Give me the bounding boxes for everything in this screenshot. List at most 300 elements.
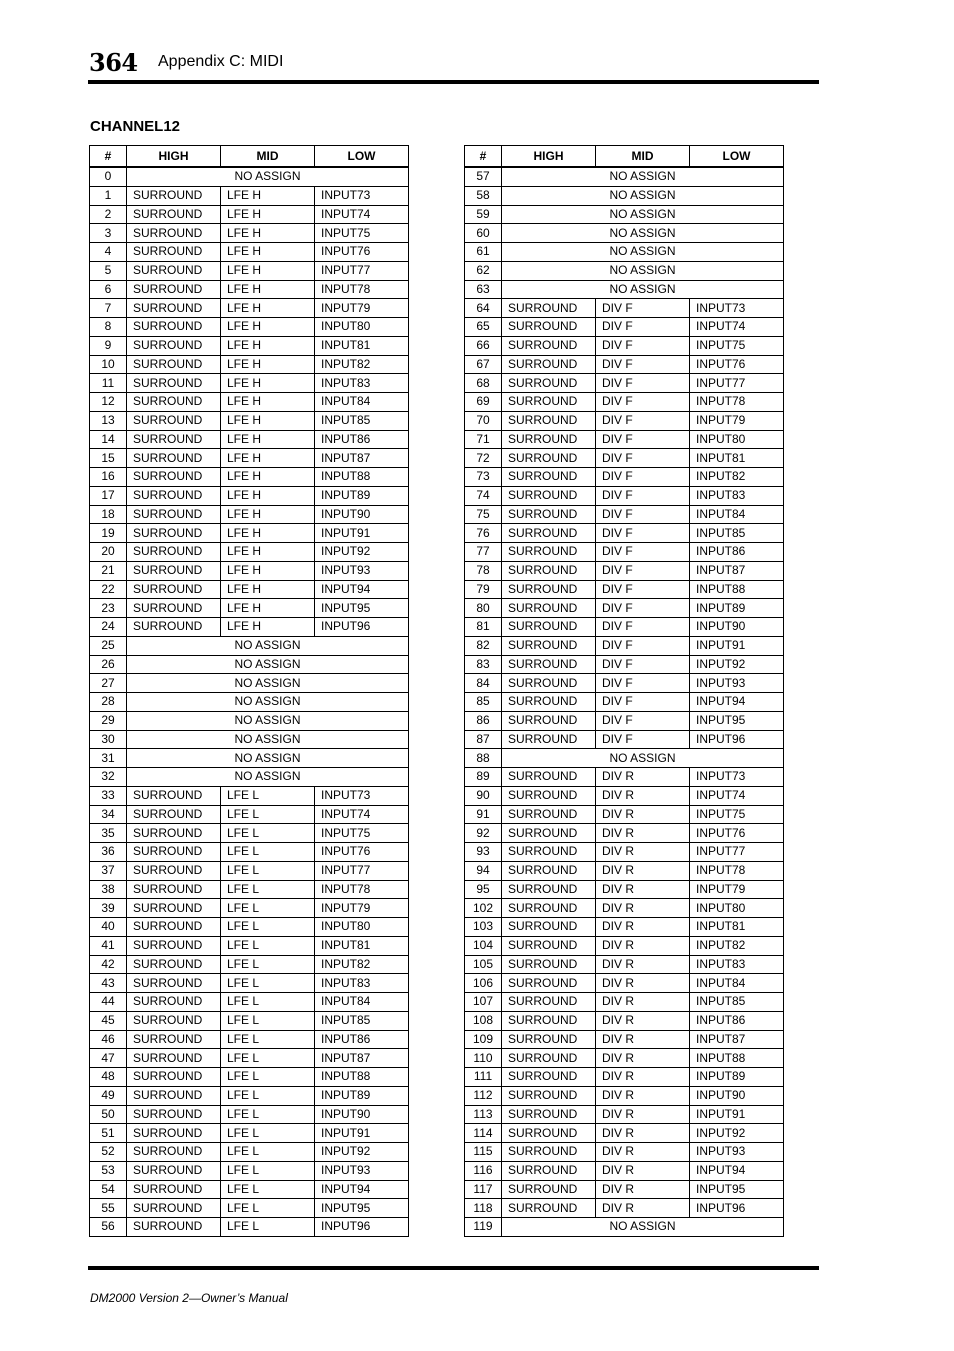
cell-mid: DIV F — [596, 449, 690, 468]
cell-high: SURROUND — [127, 1180, 221, 1199]
cell-low: INPUT92 — [690, 655, 784, 674]
cell-low: INPUT88 — [690, 1049, 784, 1068]
cell-high: SURROUND — [127, 505, 221, 524]
table-row — [465, 824, 784, 843]
cell-mid: DIV F — [596, 393, 690, 412]
table-row — [465, 205, 784, 224]
cell-number: 86 — [465, 711, 502, 730]
table-row — [465, 711, 784, 730]
cell-high: SURROUND — [127, 224, 221, 243]
cell-number: 32 — [90, 768, 127, 787]
cell-low: INPUT92 — [690, 1124, 784, 1143]
cell-high: SURROUND — [502, 768, 596, 787]
cell-low: INPUT84 — [315, 393, 409, 412]
cell-number: 40 — [90, 918, 127, 937]
cell-low: INPUT91 — [315, 524, 409, 543]
table-row — [90, 1049, 409, 1068]
cell-high: SURROUND — [127, 355, 221, 374]
table-row — [90, 843, 409, 862]
column-header-mid: MID — [596, 146, 690, 168]
cell-number: 89 — [465, 768, 502, 787]
cell-low: INPUT89 — [315, 1086, 409, 1105]
cell-no-assign: NO ASSIGN — [127, 693, 409, 712]
cell-high: SURROUND — [502, 505, 596, 524]
cell-high: SURROUND — [127, 411, 221, 430]
cell-mid: LFE L — [221, 974, 315, 993]
cell-high: SURROUND — [127, 1086, 221, 1105]
cell-high: SURROUND — [502, 1030, 596, 1049]
table-row — [90, 261, 409, 280]
cell-high: SURROUND — [502, 1011, 596, 1030]
table-row — [465, 280, 784, 299]
table-row — [465, 261, 784, 280]
cell-high: SURROUND — [502, 1049, 596, 1068]
table-row — [465, 486, 784, 505]
cell-mid: DIV F — [596, 618, 690, 637]
cell-mid: DIV F — [596, 299, 690, 318]
table-row — [90, 430, 409, 449]
table-row — [465, 167, 784, 186]
cell-mid: LFE L — [221, 1218, 315, 1237]
cell-number: 91 — [465, 805, 502, 824]
table-row — [90, 1068, 409, 1087]
table-row — [90, 1105, 409, 1124]
cell-high: SURROUND — [127, 449, 221, 468]
cell-high: SURROUND — [127, 1124, 221, 1143]
table-header-row — [465, 146, 784, 168]
table-row — [465, 1143, 784, 1162]
cell-low: INPUT90 — [315, 505, 409, 524]
cell-number: 104 — [465, 936, 502, 955]
cell-no-assign: NO ASSIGN — [502, 1218, 784, 1237]
cell-high: SURROUND — [127, 1105, 221, 1124]
cell-low: INPUT93 — [315, 561, 409, 580]
cell-high: SURROUND — [502, 880, 596, 899]
table-row — [90, 711, 409, 730]
cell-mid: LFE H — [221, 486, 315, 505]
cell-high: SURROUND — [127, 1218, 221, 1237]
cell-low: INPUT80 — [315, 918, 409, 937]
cell-mid: DIV R — [596, 1011, 690, 1030]
cell-number: 18 — [90, 505, 127, 524]
cell-number: 110 — [465, 1049, 502, 1068]
cell-low: INPUT79 — [690, 411, 784, 430]
cell-no-assign: NO ASSIGN — [502, 205, 784, 224]
cell-high: SURROUND — [127, 618, 221, 637]
table-row — [90, 505, 409, 524]
cell-number: 74 — [465, 486, 502, 505]
cell-low: INPUT75 — [690, 336, 784, 355]
cell-mid: DIV R — [596, 899, 690, 918]
cell-number: 50 — [90, 1105, 127, 1124]
cell-mid: LFE H — [221, 599, 315, 618]
cell-high: SURROUND — [502, 1086, 596, 1105]
cell-mid: LFE L — [221, 861, 315, 880]
cell-mid: DIV F — [596, 636, 690, 655]
cell-low: INPUT96 — [315, 1218, 409, 1237]
cell-high: SURROUND — [127, 299, 221, 318]
cell-number: 37 — [90, 861, 127, 880]
cell-high: SURROUND — [502, 468, 596, 487]
cell-mid: LFE H — [221, 261, 315, 280]
column-header-low: LOW — [690, 146, 784, 168]
table-row — [465, 805, 784, 824]
table-row — [90, 561, 409, 580]
cell-mid: DIV R — [596, 824, 690, 843]
cell-mid: DIV F — [596, 655, 690, 674]
column-header-high: HIGH — [502, 146, 596, 168]
cell-mid: DIV R — [596, 1161, 690, 1180]
cell-low: INPUT95 — [690, 711, 784, 730]
cell-high: SURROUND — [127, 993, 221, 1012]
cell-high: SURROUND — [127, 880, 221, 899]
cell-number: 79 — [465, 580, 502, 599]
cell-number: 56 — [90, 1218, 127, 1237]
cell-number: 27 — [90, 674, 127, 693]
cell-low: INPUT82 — [315, 355, 409, 374]
cell-no-assign: NO ASSIGN — [127, 167, 409, 186]
table-row — [90, 1011, 409, 1030]
table-row — [90, 167, 409, 186]
cell-number: 63 — [465, 280, 502, 299]
cell-no-assign: NO ASSIGN — [502, 224, 784, 243]
table-row — [465, 936, 784, 955]
cell-mid: DIV F — [596, 693, 690, 712]
cell-mid: DIV R — [596, 1086, 690, 1105]
cell-high: SURROUND — [502, 486, 596, 505]
table-row — [90, 636, 409, 655]
cell-number: 119 — [465, 1218, 502, 1237]
cell-mid: DIV F — [596, 411, 690, 430]
cell-mid: DIV R — [596, 936, 690, 955]
cell-mid: LFE L — [221, 1124, 315, 1143]
table-row — [465, 1161, 784, 1180]
cell-low: INPUT87 — [690, 1030, 784, 1049]
cell-mid: LFE H — [221, 468, 315, 487]
cell-low: INPUT74 — [315, 205, 409, 224]
cell-number: 88 — [465, 749, 502, 768]
cell-low: INPUT85 — [690, 993, 784, 1012]
cell-high: SURROUND — [502, 711, 596, 730]
table-row — [90, 824, 409, 843]
cell-mid: DIV F — [596, 355, 690, 374]
cell-mid: DIV F — [596, 336, 690, 355]
cell-high: SURROUND — [502, 336, 596, 355]
cell-high: SURROUND — [502, 1143, 596, 1162]
cell-mid: DIV R — [596, 786, 690, 805]
cell-low: INPUT91 — [690, 636, 784, 655]
cell-no-assign: NO ASSIGN — [502, 186, 784, 205]
cell-mid: DIV R — [596, 843, 690, 862]
cell-number: 31 — [90, 749, 127, 768]
cell-mid: LFE H — [221, 243, 315, 262]
cell-mid: LFE H — [221, 580, 315, 599]
table-row — [465, 1180, 784, 1199]
cell-number: 15 — [90, 449, 127, 468]
table-row — [90, 1124, 409, 1143]
cell-low: INPUT77 — [315, 261, 409, 280]
cell-mid: LFE H — [221, 318, 315, 337]
cell-low: INPUT94 — [690, 1161, 784, 1180]
cell-number: 114 — [465, 1124, 502, 1143]
table-row — [90, 543, 409, 562]
cell-number: 54 — [90, 1180, 127, 1199]
table-row — [465, 1068, 784, 1087]
cell-mid: LFE H — [221, 543, 315, 562]
cell-high: SURROUND — [127, 486, 221, 505]
cell-number: 5 — [90, 261, 127, 280]
cell-mid: DIV R — [596, 974, 690, 993]
cell-high: SURROUND — [127, 261, 221, 280]
table-row — [90, 880, 409, 899]
cell-low: INPUT93 — [690, 1143, 784, 1162]
cell-high: SURROUND — [502, 430, 596, 449]
table-row — [90, 1218, 409, 1237]
cell-high: SURROUND — [127, 1068, 221, 1087]
table-row — [465, 599, 784, 618]
cell-low: INPUT90 — [690, 618, 784, 637]
cell-number: 34 — [90, 805, 127, 824]
table-row — [465, 299, 784, 318]
table-row — [90, 786, 409, 805]
cell-low: INPUT81 — [690, 449, 784, 468]
cell-low: INPUT76 — [315, 243, 409, 262]
cell-low: INPUT73 — [690, 299, 784, 318]
header-rule — [88, 80, 819, 84]
cell-mid: DIV F — [596, 543, 690, 562]
cell-low: INPUT80 — [315, 318, 409, 337]
cell-number: 59 — [465, 205, 502, 224]
cell-high: SURROUND — [502, 524, 596, 543]
cell-number: 48 — [90, 1068, 127, 1087]
cell-number: 29 — [90, 711, 127, 730]
cell-number: 11 — [90, 374, 127, 393]
cell-number: 118 — [465, 1199, 502, 1218]
cell-low: INPUT79 — [690, 880, 784, 899]
cell-low: INPUT93 — [315, 1161, 409, 1180]
cell-mid: DIV R — [596, 918, 690, 937]
cell-high: SURROUND — [502, 974, 596, 993]
cell-high: SURROUND — [127, 861, 221, 880]
cell-number: 43 — [90, 974, 127, 993]
table-row — [465, 880, 784, 899]
cell-mid: LFE H — [221, 505, 315, 524]
cell-number: 78 — [465, 561, 502, 580]
cell-mid: LFE L — [221, 843, 315, 862]
cell-low: INPUT93 — [690, 674, 784, 693]
cell-mid: LFE L — [221, 918, 315, 937]
table-row — [465, 355, 784, 374]
table-row — [90, 580, 409, 599]
cell-low: INPUT78 — [315, 880, 409, 899]
cell-mid: DIV R — [596, 1124, 690, 1143]
cell-number: 76 — [465, 524, 502, 543]
cell-no-assign: NO ASSIGN — [502, 261, 784, 280]
cell-high: SURROUND — [502, 636, 596, 655]
cell-mid: LFE H — [221, 430, 315, 449]
cell-number: 52 — [90, 1143, 127, 1162]
cell-low: INPUT78 — [690, 861, 784, 880]
cell-number: 58 — [465, 186, 502, 205]
cell-number: 105 — [465, 955, 502, 974]
cell-mid: LFE H — [221, 393, 315, 412]
cell-high: SURROUND — [127, 318, 221, 337]
cell-number: 93 — [465, 843, 502, 862]
cell-low: INPUT88 — [690, 580, 784, 599]
table-row — [465, 393, 784, 412]
cell-high: SURROUND — [127, 468, 221, 487]
cell-number: 82 — [465, 636, 502, 655]
table-row — [90, 205, 409, 224]
cell-mid: DIV F — [596, 580, 690, 599]
cell-number: 25 — [90, 636, 127, 655]
cell-number: 106 — [465, 974, 502, 993]
cell-low: INPUT94 — [315, 580, 409, 599]
cell-number: 95 — [465, 880, 502, 899]
cell-mid: LFE L — [221, 1161, 315, 1180]
table-row — [465, 655, 784, 674]
cell-low: INPUT84 — [315, 993, 409, 1012]
table-row — [465, 768, 784, 787]
cell-low: INPUT90 — [690, 1086, 784, 1105]
table-row — [90, 899, 409, 918]
cell-no-assign: NO ASSIGN — [127, 655, 409, 674]
cell-low: INPUT77 — [315, 861, 409, 880]
cell-high: SURROUND — [502, 355, 596, 374]
cell-number: 28 — [90, 693, 127, 712]
table-row — [90, 355, 409, 374]
cell-number: 72 — [465, 449, 502, 468]
cell-mid: DIV F — [596, 730, 690, 749]
table-row — [90, 524, 409, 543]
cell-low: INPUT86 — [690, 1011, 784, 1030]
cell-mid: LFE H — [221, 618, 315, 637]
cell-mid: DIV R — [596, 861, 690, 880]
cell-high: SURROUND — [127, 599, 221, 618]
cell-low: INPUT85 — [690, 524, 784, 543]
cell-mid: DIV F — [596, 468, 690, 487]
table-row — [465, 580, 784, 599]
cell-mid: LFE H — [221, 524, 315, 543]
chapter-title: Appendix C: MIDI — [158, 53, 284, 70]
table-row — [465, 861, 784, 880]
table-row — [465, 1030, 784, 1049]
footer-rule — [88, 1266, 819, 1270]
table-row — [465, 974, 784, 993]
cell-low: INPUT94 — [690, 693, 784, 712]
cell-number: 21 — [90, 561, 127, 580]
cell-number: 3 — [90, 224, 127, 243]
cell-high: SURROUND — [502, 299, 596, 318]
table-row — [90, 805, 409, 824]
table-row — [90, 974, 409, 993]
cell-number: 84 — [465, 674, 502, 693]
table-row — [90, 1030, 409, 1049]
cell-low: INPUT95 — [315, 599, 409, 618]
cell-high: SURROUND — [502, 899, 596, 918]
cell-number: 80 — [465, 599, 502, 618]
table-row — [465, 336, 784, 355]
cell-low: INPUT79 — [315, 299, 409, 318]
cell-number: 4 — [90, 243, 127, 262]
cell-mid: LFE H — [221, 336, 315, 355]
footer-text: DM2000 Version 2—Owner’s Manual — [90, 1291, 288, 1305]
cell-high: SURROUND — [127, 1030, 221, 1049]
cell-high: SURROUND — [502, 655, 596, 674]
cell-low: INPUT83 — [315, 374, 409, 393]
table-row — [90, 1143, 409, 1162]
table-row — [465, 186, 784, 205]
cell-high: SURROUND — [502, 824, 596, 843]
cell-number: 115 — [465, 1143, 502, 1162]
cell-mid: LFE H — [221, 280, 315, 299]
cell-high: SURROUND — [127, 1143, 221, 1162]
table-row — [465, 318, 784, 337]
cell-low: INPUT73 — [315, 786, 409, 805]
cell-high: SURROUND — [502, 1124, 596, 1143]
cell-low: INPUT75 — [315, 824, 409, 843]
cell-number: 87 — [465, 730, 502, 749]
cell-number: 69 — [465, 393, 502, 412]
cell-mid: LFE L — [221, 1199, 315, 1218]
cell-low: INPUT91 — [690, 1105, 784, 1124]
cell-low: INPUT84 — [690, 974, 784, 993]
table-row — [90, 186, 409, 205]
cell-number: 49 — [90, 1086, 127, 1105]
cell-high: SURROUND — [127, 955, 221, 974]
cell-number: 61 — [465, 243, 502, 262]
cell-mid: DIV F — [596, 674, 690, 693]
cell-number: 116 — [465, 1161, 502, 1180]
table-row — [90, 936, 409, 955]
table-row — [90, 918, 409, 937]
table-row — [465, 1086, 784, 1105]
table-row — [90, 468, 409, 487]
cell-low: INPUT88 — [315, 1068, 409, 1087]
cell-low: INPUT82 — [690, 468, 784, 487]
cell-mid: DIV F — [596, 711, 690, 730]
cell-number: 77 — [465, 543, 502, 562]
table-row — [465, 786, 784, 805]
cell-high: SURROUND — [502, 449, 596, 468]
table-row — [90, 655, 409, 674]
cell-number: 112 — [465, 1086, 502, 1105]
table-row — [90, 486, 409, 505]
cell-low: INPUT86 — [690, 543, 784, 562]
cell-high: SURROUND — [502, 618, 596, 637]
cell-number: 39 — [90, 899, 127, 918]
cell-mid: DIV R — [596, 805, 690, 824]
table-row — [90, 749, 409, 768]
table-row — [465, 561, 784, 580]
table-row — [465, 1199, 784, 1218]
cell-low: INPUT75 — [315, 224, 409, 243]
table-row — [465, 524, 784, 543]
table-row — [465, 543, 784, 562]
cell-number: 33 — [90, 786, 127, 805]
cell-number: 23 — [90, 599, 127, 618]
cell-high: SURROUND — [502, 861, 596, 880]
cell-high: SURROUND — [502, 730, 596, 749]
cell-number: 51 — [90, 1124, 127, 1143]
table-row — [465, 636, 784, 655]
cell-mid: LFE L — [221, 1011, 315, 1030]
cell-high: SURROUND — [502, 936, 596, 955]
cell-number: 12 — [90, 393, 127, 412]
table-row — [465, 730, 784, 749]
cell-low: INPUT92 — [315, 1143, 409, 1162]
cell-mid: LFE H — [221, 224, 315, 243]
